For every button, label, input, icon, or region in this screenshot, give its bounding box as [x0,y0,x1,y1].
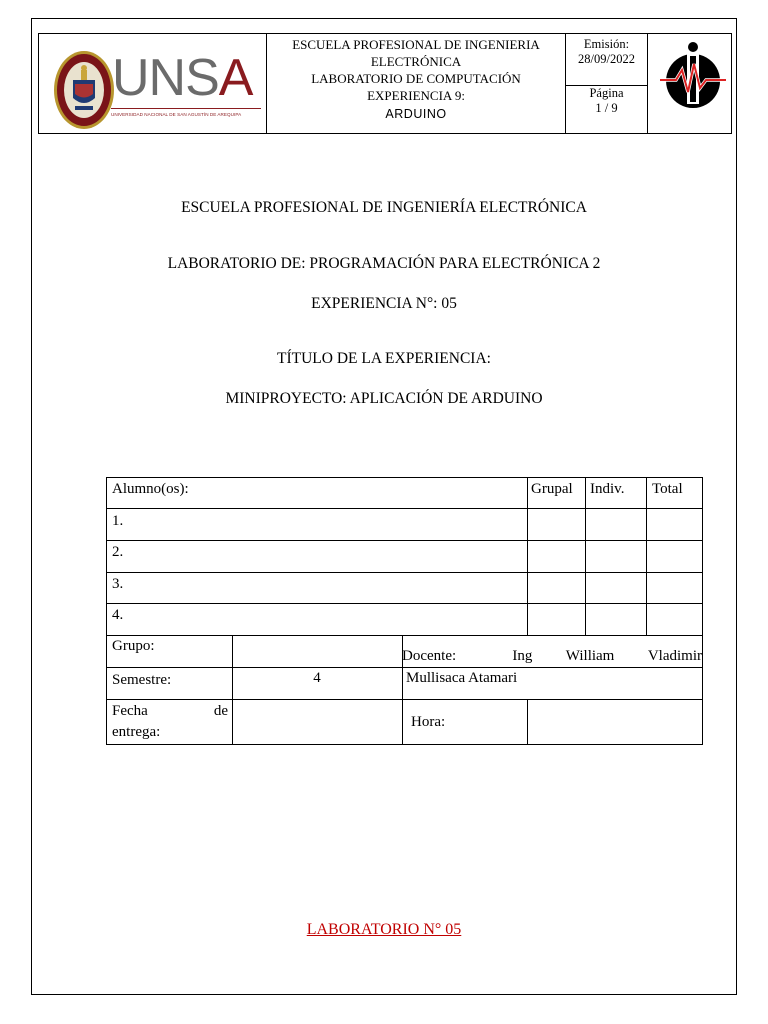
table-rule [527,699,528,745]
header-line-3: LABORATORIO DE COMPUTACIÓN [311,71,521,86]
pagina-value: 1 / 9 [595,101,618,115]
table-rule [106,572,703,573]
student-row-2: 2. [112,544,124,560]
document-header [38,33,732,134]
experience-title-value: MINIPROYECTO: APLICACIÓN DE ARDUINO [225,390,543,407]
header-line-2: ELECTRÓNICA [370,54,462,69]
table-rule [106,603,703,604]
emision-box [566,34,647,86]
logo-divider [111,108,261,109]
university-name: UNIVERSIDAD NACIONAL DE SAN AGUSTÍN DE AREQUIPA [111,112,242,117]
lab-title: LABORATORIO DE: PROGRAMACIÓN PARA ELECTRÓNICA 2 [167,255,601,272]
unsa-logo-cell [39,34,267,133]
experience-title-label: TÍTULO DE LA EXPERIENCIA: [277,350,491,367]
university-seal-icon [53,50,115,130]
table-rule [106,635,703,636]
fecha-label-de: de [213,703,228,719]
department-logo-cell [648,34,732,133]
student-row-3: 3. [112,576,124,592]
grupo-label: Grupo: [112,638,155,654]
table-rule [106,699,703,700]
fecha-label-line [112,703,228,720]
table-rule [527,477,528,635]
docente-name-line-2: Mullisaca Atamari [406,670,518,686]
school-title: ESCUELA PROFESIONAL DE INGENIERÍA ELECTRÓNICA [181,199,587,216]
table-rule [106,477,703,478]
table-rule [402,635,403,699]
docente-line [402,648,702,665]
header-meta-cell [566,34,648,133]
student-row-4: 4. [112,607,124,623]
pagina-box [566,83,647,116]
fecha-label: Fecha [112,703,148,719]
table-rule [106,477,107,745]
table-rule [106,667,402,668]
alumnos-label: Alumno(os): [112,481,189,497]
docente-label: Docente: [402,648,457,664]
pagina-label: Página [589,86,624,100]
table-rule [232,635,233,745]
experience-number: EXPERIENCIA N°: 05 [311,295,457,312]
header-line-5: ARDUINO [385,107,447,121]
table-rule [106,744,703,745]
table-rule [402,667,703,668]
header-title-cell [267,34,566,133]
electronics-logo-icon [658,40,728,108]
entrega-label: entrega: [112,724,161,740]
total-label: Total [652,481,683,497]
header-line-1: ESCUELA PROFESIONAL DE INGENIERIA [292,37,540,52]
student-row-1: 1. [112,513,124,529]
indiv-label: Indiv. [590,481,625,497]
laboratorio-heading-text: LABORATORIO N° 05 [306,921,462,938]
header-line-4: EXPERIENCIA 9: [367,88,465,103]
semestre-value: 4 [313,670,321,686]
table-rule [402,699,403,745]
semestre-label: Semestre: [112,672,172,688]
laboratorio-heading [0,921,768,939]
emision-label: Emisión: [583,37,630,51]
emision-date: 28/09/2022 [578,52,635,66]
student-form-table [106,477,703,745]
table-rule [646,477,647,635]
grupal-label: Grupal [531,481,573,497]
table-rule [585,477,586,635]
table-rule [106,540,703,541]
table-rule [702,477,703,745]
unsa-logo-text: UNSA [112,49,253,107]
table-rule [106,508,703,509]
docente-name-line-1: Ing William Vladimir [512,648,702,664]
hora-label: Hora: [411,714,446,730]
